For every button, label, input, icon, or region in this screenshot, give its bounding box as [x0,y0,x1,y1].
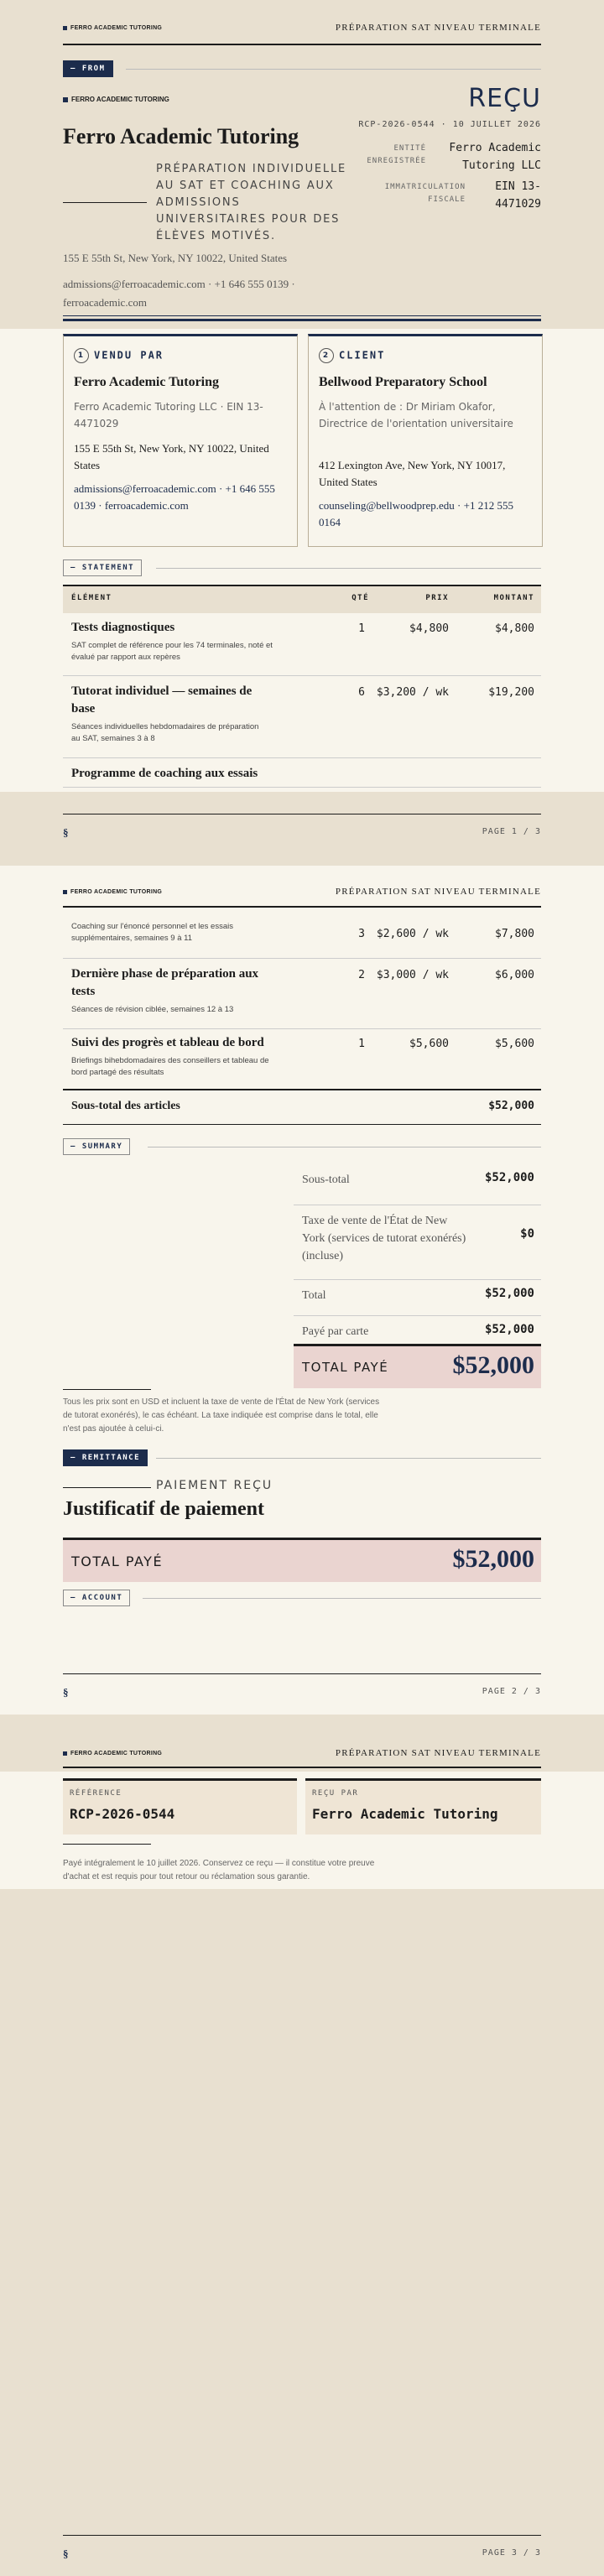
brand-name: FERRO ACADEMIC TUTORING [70,25,163,31]
running-header [63,1725,541,1767]
sold-by-legal: Ferro Academic Tutoring LLC · EIN 13-4471029 [74,401,263,429]
item-desc: Coaching sur l'énoncé personnel et les essais supplémentaires, semaines 9 à 11 [71,922,233,943]
statement-pill: — STATEMENT [63,559,142,576]
entity-label: ENTITÉ ENREGISTRÉE [367,144,426,165]
item-desc: SAT complet de référence pour les 74 terminales, noté et évalué par rapport aux repères [71,641,273,662]
reference-box [63,1778,297,1834]
client-address: 412 Lexington Ave, New York, NY 10017, United States [319,459,506,488]
running-header [63,0,541,42]
closing-rule [63,1844,151,1845]
running-header [63,864,541,906]
tax-value: EIN 13-4471029 [495,180,541,211]
item-desc: Séances individuelles hebdomadaires de préparation au SAT, semaines 3 à 8 [71,722,259,743]
summary-label: Taxe de vente de l'État de New York (services de tutorat exonérés) (incluse) [302,1215,466,1262]
item-amount: $4,800 [495,622,534,635]
receipt-title: REÇU [468,84,541,113]
card-number-badge: 1 [74,348,89,363]
running-title: PRÉPARATION SAT NIVEAU TERMINALE [335,887,541,897]
account-rule [143,1598,541,1599]
client-heading: CLIENT [339,349,386,362]
from-pill: — FROM [63,60,113,77]
sold-by-name: Ferro Academic Tutoring [74,375,220,389]
sender-logo-text: FERRO ACADEMIC TUTORING [71,96,169,103]
items-subtotal-row [63,1089,541,1125]
header-rule [63,44,541,45]
brand-name: FERRO ACADEMIC TUTORING [70,889,163,895]
reference-value: RCP-2026-0544 [70,1806,175,1822]
running-title: PRÉPARATION SAT NIVEAU TERMINALE [335,23,541,33]
item-price: $2,600 / wk [376,928,449,940]
header-rule [63,906,541,908]
header-rule [63,1767,541,1768]
table-row [63,612,541,676]
col-qty: QTÉ [351,594,369,602]
item-title: Tests diagnostiques [71,621,175,634]
remittance-kicker: PAIEMENT REÇU [156,1479,273,1492]
entity-value: Ferro Academic Tutoring LLC [449,142,541,172]
summary-value: $0 [520,1227,534,1241]
running-title: PRÉPARATION SAT NIVEAU TERMINALE [335,1748,541,1758]
page-number: PAGE 2 / 3 [482,1687,541,1696]
item-amount: $19,200 [488,686,534,699]
sender-contact: admissions@ferroacademic.com · +1 646 555 0139 · ferroacademic.com [63,278,295,309]
tagline-rule [63,202,147,203]
col-price: PRIX [425,594,449,602]
item-qty: 1 [358,622,365,635]
section-mark: § [63,2547,69,2560]
items-subtotal-label: Sous-total des articles [71,1100,180,1112]
sender-logo [63,96,169,103]
item-qty: 3 [358,928,365,940]
item-title: Tutorat individuel — semaines de base [71,684,253,716]
remittance-total-value: $52,000 [452,1545,534,1573]
item-price: $5,600 [409,1038,449,1050]
summary-value: $52,000 [484,1287,534,1300]
table-row [63,1029,541,1088]
summary-row [294,1280,541,1316]
remittance-total-label: TOTAL PAYÉ [71,1553,164,1569]
page-number: PAGE 1 / 3 [482,827,541,836]
item-qty: 6 [358,686,365,699]
item-title: Dernière phase de préparation aux tests [71,967,259,998]
received-by-value: Ferro Academic Tutoring [312,1806,498,1822]
page-number: PAGE 3 / 3 [482,2548,541,2558]
table-header [63,585,541,613]
client-card [308,334,543,547]
sold-by-contact[interactable]: admissions@ferroacademic.com · +1 646 555 0139 · ferroacademic.com [74,482,275,512]
item-qty: 1 [358,1038,365,1050]
table-row [63,758,541,788]
item-amount: $7,800 [495,928,534,940]
summary-value: $52,000 [484,1323,534,1336]
header-double-rule-top [63,315,541,316]
sender-name: Ferro Academic Tutoring [63,124,299,148]
sender-tagline: PRÉPARATION INDIVIDUELLE AU SAT ET COACHING AUX ADMISSIONS UNIVERSITAIRES POUR DES ÉLÈVES MOTIVÉS. [156,163,347,242]
summary-label: Total [302,1289,326,1302]
summary-row [294,1166,541,1205]
sold-by-card [63,334,298,547]
brand-mark-icon [63,890,67,894]
total-paid-box [294,1344,541,1388]
summary-label: Sous-total [302,1174,350,1186]
section-mark: § [63,826,69,839]
sold-by-heading: VENDU PAR [94,349,164,362]
from-rule [126,69,541,70]
col-item: ÉLÉMENT [71,594,112,602]
logo-square-icon [63,97,68,102]
client-attention: À l'attention de : Dr Miriam Okafor, Directrice de l'orientation universitaire [319,401,513,429]
received-by-box [305,1778,541,1834]
item-desc: Briefings bihebdomadaires des conseillers et tableau de bord partagé des résultats [71,1056,269,1077]
statement-rule [156,568,541,569]
tax-note: Tous les prix sont en USD et incluent la taxe de vente de l'État de New York (services de tutorat exonérés), le cas échéant. La taxe indiquée est comprise dans le total, elle n'est pas ajoutée à celui-ci. [63,1397,380,1434]
table-row-continued [63,916,541,959]
item-title: Suivi des progrès et tableau de bord [71,1036,264,1049]
remittance-rule [156,1458,541,1459]
remittance-pill: — REMITTANCE [63,1449,148,1466]
summary-pill: — SUMMARY [63,1138,130,1155]
col-amount: MONTANT [493,594,534,602]
summary-label: Payé par carte [302,1325,369,1338]
received-by-label: REÇU PAR [312,1789,359,1798]
brand-name: FERRO ACADEMIC TUTORING [70,1751,163,1756]
kicker-rule [63,1487,151,1488]
client-name: Bellwood Preparatory School [319,375,487,389]
reference-label: RÉFÉRENCE [70,1789,122,1798]
page-footer [63,1673,541,1699]
note-rule [63,1389,151,1390]
item-price: $4,800 [409,622,449,635]
item-desc: Séances de révision ciblée, semaines 12 à 13 [71,1005,234,1014]
receipt-ref-line: RCP-2026-0544 · 10 JUILLET 2026 [358,120,541,129]
item-amount: $5,600 [495,1038,534,1050]
sold-by-address: 155 E 55th St, New York, NY 10022, United States [74,442,269,471]
closing-note: Payé intégralement le 10 juillet 2026. Conservez ce reçu — il constitue votre preuve d'achat et est requis pour tout retour ou réclamation sous garantie. [63,1859,375,1881]
account-pill: — ACCOUNT [63,1590,130,1606]
card-number-badge: 2 [319,348,334,363]
page-break-cut [63,787,541,788]
remittance-total-box [63,1538,541,1582]
summary-value: $52,000 [484,1171,534,1184]
page-footer [63,2535,541,2560]
total-paid-value: $52,000 [452,1351,534,1379]
total-paid-label: TOTAL PAYÉ [302,1360,389,1375]
brand-mark-icon [63,1751,67,1756]
tax-label: IMMATRICULATION FISCALE [384,183,466,204]
client-contact[interactable]: counseling@bellwoodprep.edu · +1 212 555 0164 [319,499,513,528]
item-price: $3,200 / wk [376,686,449,699]
item-price: $3,000 / wk [376,969,449,981]
section-mark: § [63,1686,69,1699]
items-subtotal-value: $52,000 [488,1100,534,1112]
table-row [63,676,541,758]
header-double-rule-bottom [63,319,541,321]
summary-table [294,1166,541,1352]
remittance-title: Justificatif de paiement [63,1498,264,1520]
brand-mark-icon [63,26,67,30]
table-row [63,959,541,1029]
item-amount: $6,000 [495,969,534,981]
item-qty: 2 [358,969,365,981]
item-title: Programme de coaching aux essais [71,767,258,780]
summary-row [294,1205,541,1280]
sender-address: 155 E 55th St, New York, NY 10022, United States [63,252,288,264]
